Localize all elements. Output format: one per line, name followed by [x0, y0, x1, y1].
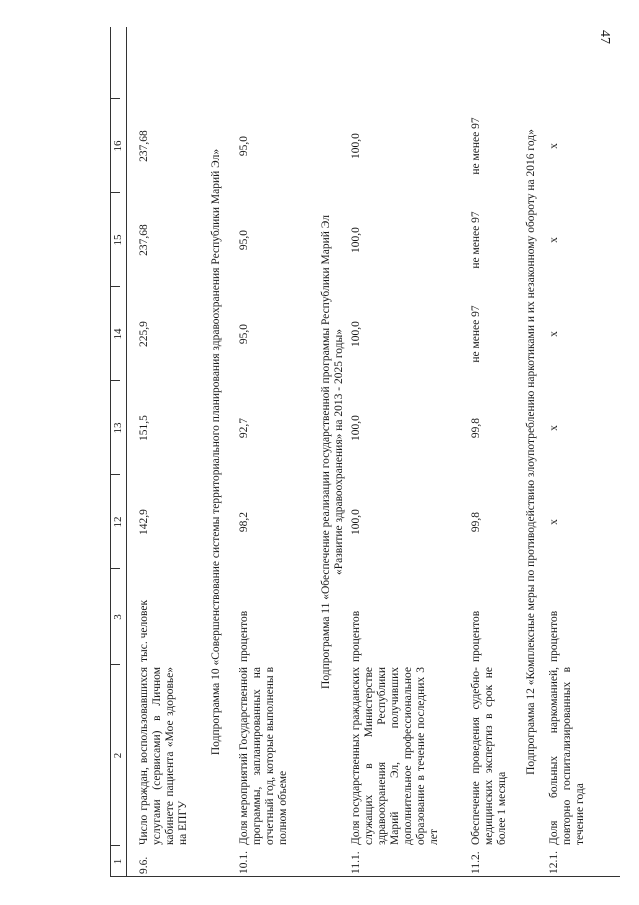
value-col-14: не менее 97 [470, 305, 482, 363]
value-col-14: 95,0 [238, 323, 250, 345]
value-col-13: x [548, 425, 560, 431]
subprogram-10-heading: Подпрограмма 10 «Совершенствование системы территориального планирования здравоохранения Республики Марий Эл» [210, 148, 222, 756]
indicators-table [110, 27, 620, 877]
unit: процентов [548, 610, 560, 662]
value-col-13: 99,8 [470, 417, 482, 439]
value-col-16: x [548, 143, 560, 149]
value-col-15: 100,0 [350, 227, 362, 253]
value-col-14: 100,0 [350, 321, 362, 347]
value-col-13: 100,0 [350, 415, 362, 441]
value-col-13: 92,7 [238, 417, 250, 439]
row-number: 10.1. [238, 851, 250, 874]
unit: процентов [238, 610, 250, 662]
value-col-13: 151,5 [138, 415, 150, 441]
header-col-16: 16 [112, 140, 124, 152]
value-col-12: 142,9 [138, 509, 150, 535]
row-number: 11.2. [470, 851, 482, 874]
header-col-12: 12 [112, 516, 124, 528]
value-col-14: 225,9 [138, 321, 150, 347]
indicator-description: Доля больных наркоманией, повторно госпитализированных в течение года [548, 667, 586, 845]
unit: тыс. человек [138, 599, 150, 662]
value-col-15: 95,0 [238, 229, 250, 251]
value-col-14: x [548, 331, 560, 337]
header-col-3: 3 [112, 614, 124, 620]
header-col-2: 2 [112, 752, 124, 759]
value-col-16: 95,0 [238, 135, 250, 157]
value-col-16: 237,68 [138, 130, 150, 162]
value-col-15: x [548, 237, 560, 243]
row-number: 12.1. [548, 851, 560, 874]
page-number: 47 [597, 30, 612, 44]
unit: процентов [350, 610, 362, 662]
value-col-12: 100,0 [350, 509, 362, 535]
indicator-description: Доля мероприятий Государственной программы, запланированных на отчетный год, которые выполнены в полном объеме [238, 667, 289, 845]
header-col-13: 13 [112, 422, 124, 434]
unit: процентов [470, 610, 482, 662]
value-col-16: не менее 97 [470, 117, 482, 175]
value-col-12: x [548, 519, 560, 525]
value-col-15: 237,68 [138, 224, 150, 256]
row-number: 11.1. [350, 851, 362, 874]
indicator-description: Доля государственных гражданских служащих в Министерстве здравоохранения Республики Марий Эл, получивших дополнительное профессиональное образование в течение последних 3 лет [350, 667, 440, 845]
subprogram-11-heading: Подпрограмма 11 «Обеспечение реализации государственной программы Республики Марий Эл [320, 215, 332, 689]
subprogram-11-heading-cont: «Развитие здравоохранения» на 2013 - 2025 годы» [333, 329, 345, 575]
header-col-14: 14 [112, 328, 124, 340]
subprogram-12-heading: Подпрограмма 12 «Комплексные меры по противодействию злоупотреблению наркотиками и их незаконному обороту на 2016 год» [525, 129, 537, 775]
header-col-15: 15 [112, 234, 124, 246]
value-col-12: 98,2 [238, 511, 250, 533]
header-col-1: 1 [112, 858, 124, 865]
value-col-12: 99,8 [470, 511, 482, 533]
value-col-16: 100,0 [350, 133, 362, 159]
row-number: 9.6. [138, 856, 150, 874]
value-col-15: не менее 97 [470, 211, 482, 269]
indicator-description: Число граждан, воспользовавшихся услугами (сервисами) в Личном кабинете пациента «Мое здоровье» на ЕПГУ [138, 667, 189, 845]
indicator-description: Обеспечение проведения судебно-медицинских экспертиз в срок не более 1 месяца [470, 667, 508, 845]
